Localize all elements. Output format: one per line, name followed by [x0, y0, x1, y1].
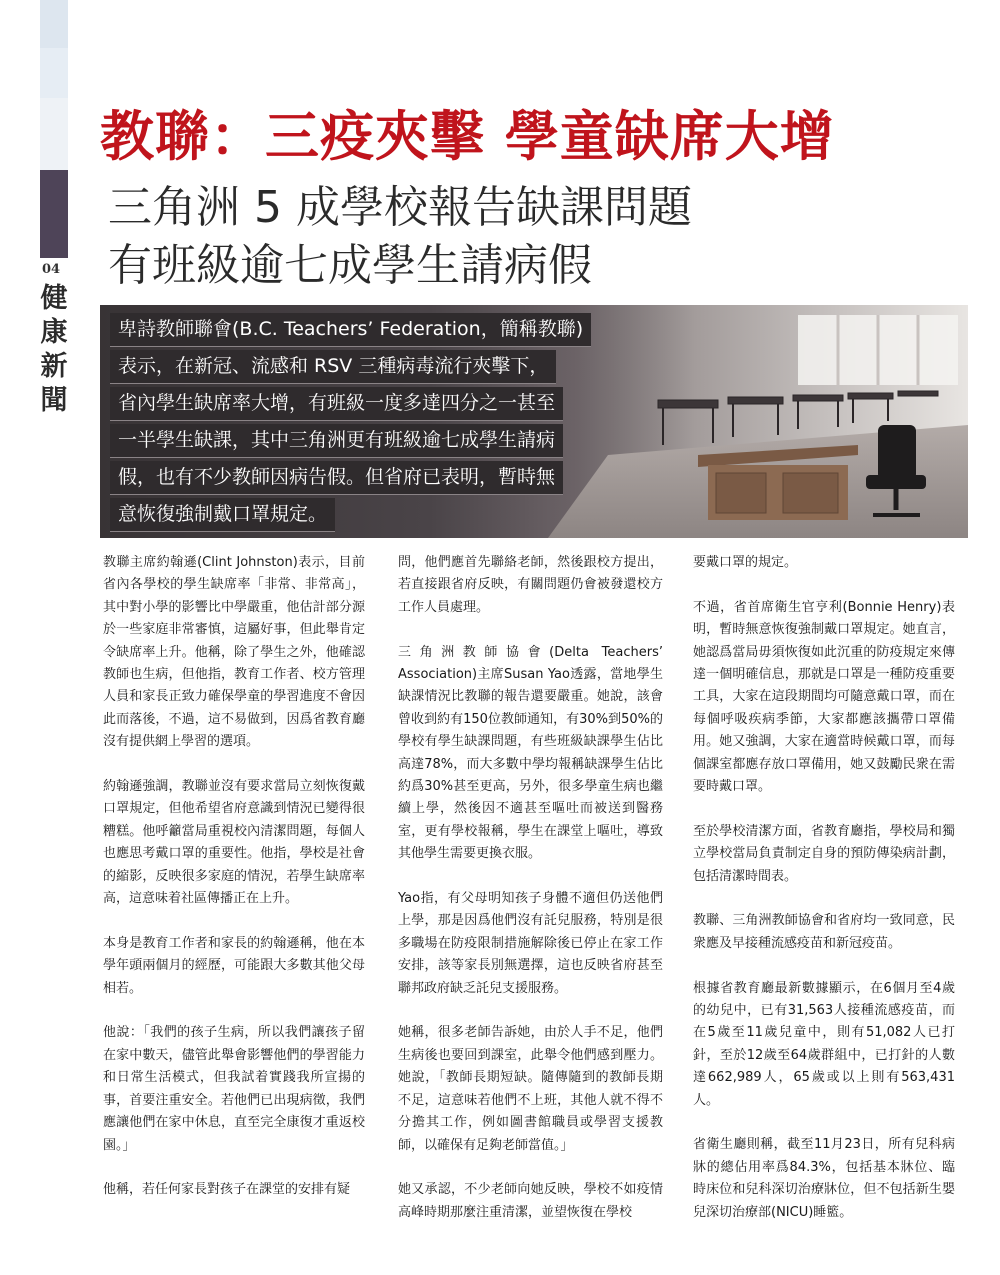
paragraph: 三角洲教師協會(Delta Teachers’ Association)主席Susan Yao透露，當地學生缺課情況比教聯的報告還要嚴重。她說，該會曾收到約有150位教師通知，有30%到50%的學校有學生缺課問題，有些班級缺課學生佔比高達78%，而大多數中學均報稱缺課學生佔比約爲30%甚至更高，另外，很多學童生病也繼續上學，然後因不適甚至嘔吐而被送到醫務室，更有學校報稱，學生在課堂上嘔吐，導致其他學生需要更換衣服。 — [398, 644, 663, 862]
paragraph: 問，他們應首先聯絡老師，然後跟校方提出，若直接跟省府反映，有關問題仍會被發還校方工作人員處理。 — [398, 555, 663, 615]
section-label-char: 聞 — [40, 385, 68, 416]
lead-paragraph — [110, 313, 584, 535]
article-column-1 — [103, 552, 365, 1202]
paragraph: 本身是教育工作者和家長的約翰遜稱，他在本學年頭兩個月的經歷，可能跟大多數其他父母相若。 — [103, 935, 365, 996]
paragraph: 她稱，很多老師告訴她，由於人手不足，他們生病後也要回到課室，此舉令他們感到壓力。她說，「教師長期短缺。隨傳隨到的教師長期不足，這意味若他們不上班，其他人就不得不分擔其工作，例如圖書館職員或學習支援教師，以確保有足夠老師當值。」 — [398, 1025, 663, 1153]
sidebar-strip-band-3 — [40, 98, 68, 170]
paragraph: 省衛生廳則稱，截至11月23日，所有兒科病牀的總佔用率爲84.3%，包括基本牀位、臨時床位和兒科深切治療牀位，但不包括新生嬰兒深切治療部(NICU)睡籃。 — [693, 1137, 955, 1220]
paragraph: 至於學校清潔方面，省教育廳指，學校局和獨立學校當局負責制定自身的預防傳染病計劃，包括清潔時間表。 — [693, 823, 955, 884]
lead-line: 省內學生缺席率大增，有班級一度多達四分之一甚至 — [110, 387, 563, 421]
paragraph: 教聯、三角洲教師協會和省府均一致同意，民衆應及早接種流感疫苗和新冠疫苗。 — [693, 913, 955, 951]
paragraph: 她又承認，不少老師向她反映，學校不如疫情高峰時期那麼注重清潔，並望恢復在學校 — [398, 1182, 663, 1220]
paragraph: 要戴口罩的規定。 — [693, 555, 798, 570]
paragraph: 約翰遜強調，教聯並沒有要求當局立刻恢復戴口罩規定，但他希望省府意識到情況已變得很糟糕。他呼籲當局重視校內清潔問題，每個人也應思考戴口罩的重要性。他指，學校是社會的縮影，反映很多家庭的情況，若學生缺席率高，這意味着社區傳播正在上升。 — [103, 779, 365, 907]
paragraph: 根據省教育廳最新數據顯示，在6個月至4歲的幼兒中，已有31,563人接種流感疫苗，而在5歲至11歲兒童中，則有51,082人已打針，至於12歲至64歲群組中，已打針的人數達662,989人，65歲或以上則有563,431人。 — [693, 980, 955, 1108]
section-label-char: 康 — [40, 317, 68, 348]
classroom-photo — [548, 305, 968, 538]
section-label-char: 健 — [40, 283, 68, 314]
sidebar-strip-band-2 — [40, 48, 68, 98]
paragraph: 他說：「我們的孩子生病，所以我們讓孩子留在家中數天，儘管此舉會影響他們的學習能力和日常生活模式，但我試着實踐我所宣揚的事，首要注重安全。若他們已出現病徵，我們應讓他們在家中休息，直至完全康復才重返校園。」 — [103, 1025, 365, 1153]
paragraph: 他稱，若任何家長對孩子在課堂的安排有疑 — [103, 1182, 351, 1198]
paragraph: 教聯主席約翰遜(Clint Johnston)表示，目前省內各學校的學生缺席率「非常、非常高」，其中對小學的影響比中學嚴重，他估計部分源於一些家庭非常審慎，這屬好事，但此舉肯定令缺席率上升。他稱，除了學生之外，他確認教師也生病，但他指，教育工作者、校方管理人員和家長正致力確保學童的學習進度不會因此而落後，不過，這不易做到，因爲省教育廳沒有提供網上學習的選項。 — [103, 555, 365, 750]
lead-block — [100, 305, 968, 538]
lead-line: 一半學生缺課，其中三角洲更有班級逾七成學生請病 — [110, 424, 563, 458]
lead-line: 假，也有不少教師因病告假。但省府已表明，暫時無 — [110, 461, 563, 495]
headline: 教聯：三疫夾擊 學童缺席大增 — [100, 105, 835, 168]
paragraph: Yao指，有父母明知孩子身體不適但仍送他們上學，那是因爲他們沒有託兒服務，特別是很多職場在防疫限制措施解除後已停止在家工作安排，該等家長別無選擇，這也反映省府甚至聯邦政府缺乏託兒支援服務。 — [398, 891, 663, 996]
article-column-3 — [693, 552, 955, 1224]
sidebar-strip-top — [40, 0, 68, 48]
lead-line: 卑詩教師聯會(B.C. Teachers’ Federation，簡稱教聯) — [110, 313, 591, 347]
subheadline-2: 有班級逾七成學生請病假 — [108, 240, 592, 291]
sidebar-strip-dark — [40, 170, 68, 258]
article-column-2 — [398, 552, 663, 1224]
paragraph: 不過，省首席衛生官亨利(Bonnie Henry)表明，暫時無意恢復強制戴口罩規定。她直言，她認爲當局毋須恢復如此沉重的防疫規定來傳達一個明確信息，那就是口罩是一種防疫重要工具，大家在這段期間均可隨意戴口罩，而在每個呼吸疾病季節，大家都應該攜帶口罩備用。她又強調，大家在適當時候戴口罩，而每個課室都應存放口罩備用，她又鼓勵民衆在需要時戴口罩。 — [693, 599, 955, 795]
page-number: 04 — [42, 262, 61, 277]
lead-line: 表示，在新冠、流感和 RSV 三種病毒流行夾擊下， — [110, 350, 556, 384]
section-label-char: 新 — [40, 351, 68, 382]
lead-line: 意恢復強制戴口罩規定。 — [110, 498, 335, 532]
subheadline-1: 三角洲 5 成學校報告缺課問題 — [108, 182, 692, 233]
section-label — [38, 282, 70, 418]
